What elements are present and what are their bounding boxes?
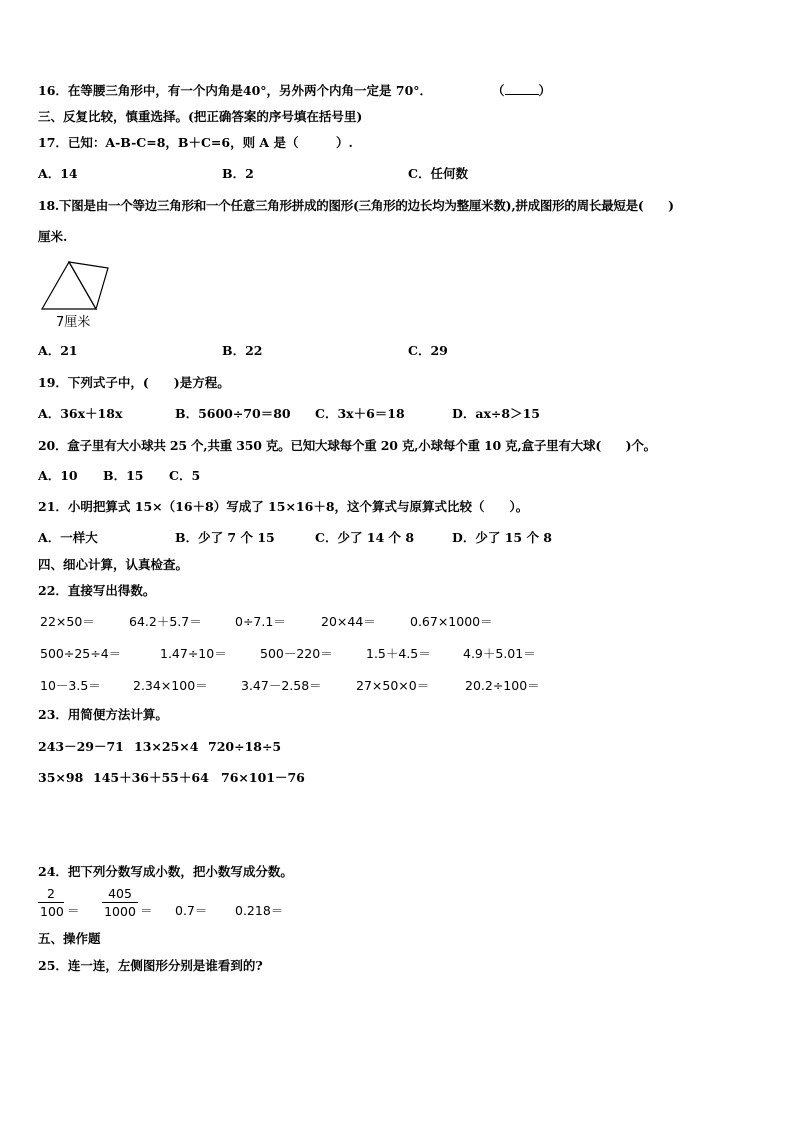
fraction-bar xyxy=(102,902,138,903)
equilateral-triangle xyxy=(42,262,96,309)
calc-item[interactable]: 20×44＝ xyxy=(321,614,376,629)
calc-item[interactable]: 64.2＋5.7＝ xyxy=(129,614,202,629)
option-b[interactable]: B．5600÷70＝80 xyxy=(175,406,291,421)
question-22: 22．直接写出得数。 xyxy=(38,583,156,598)
section-3-heading: 三、反复比较，慎重选择。(把正确答案的序号填在括号里) xyxy=(38,109,363,124)
calc-item[interactable]: 10－3.5＝ xyxy=(40,678,101,693)
option-d[interactable]: D．少了 15 个 8 xyxy=(452,530,552,545)
fraction-1[interactable] xyxy=(38,886,64,919)
question-25: 25．连一连，左侧图形分别是谁看到的? xyxy=(38,958,263,973)
calc-item[interactable]: 243－29－71 xyxy=(38,739,124,754)
fraction-denominator: 1000 xyxy=(104,904,136,919)
answer-blank[interactable] xyxy=(505,83,539,95)
option-b[interactable]: B．2 xyxy=(222,166,254,181)
decimal-item[interactable]: 0.7＝ xyxy=(175,903,208,918)
calc-item[interactable]: 22×50＝ xyxy=(40,614,95,629)
calc-item[interactable]: 4.9＋5.01＝ xyxy=(463,646,536,661)
question-23: 23．用简便方法计算。 xyxy=(38,707,168,722)
option-c[interactable]: C．少了 14 个 8 xyxy=(315,530,415,545)
equals-sign: ＝ xyxy=(67,903,80,918)
question-18: 18.下图是由一个等边三角形和一个任意三角形拼成的图形(三角形的边长均为整厘米数),拼成图形的周长最短是( ) xyxy=(38,198,674,213)
option-a[interactable]: A．10 xyxy=(38,468,78,483)
option-c[interactable]: C．任何数 xyxy=(408,166,468,181)
equals-sign: ＝ xyxy=(140,903,153,918)
question-16-text: 16．在等腰三角形中，有一个内角是40°，另外两个内角一定是 70°． xyxy=(38,83,433,98)
option-a[interactable]: A．36x＋18x xyxy=(38,406,123,421)
option-a[interactable]: A．一样大 xyxy=(38,530,98,545)
option-c[interactable]: C．5 xyxy=(169,468,201,483)
question-18-continuation: 厘米. xyxy=(38,229,68,244)
question-21: 21．小明把算式 15×（16＋8）写成了 15×16＋8，这个算式与原算式比较（ ）。 xyxy=(38,499,529,514)
triangle-figure xyxy=(40,258,112,314)
question-24: 24．把下列分数写成小数，把小数写成分数。 xyxy=(38,864,293,879)
question-16 xyxy=(38,83,552,99)
question-17: 17．已知：A-B-C=8，B＋C=6，则 A 是（ ）. xyxy=(38,135,353,150)
answer-paren: （ ） xyxy=(492,83,552,98)
fraction-numerator: 2 xyxy=(47,886,55,901)
question-20: 20．盒子里有大小球共 25 个,共重 350 克。已知大球每个重 20 克,小球每个重 10 克,盒子里有大球( )个。 xyxy=(38,438,656,453)
calc-item[interactable]: 76×101－76 xyxy=(221,770,305,785)
calc-item[interactable]: 3.47－2.58＝ xyxy=(241,678,322,693)
calc-item[interactable]: 13×25×4 xyxy=(134,739,199,754)
option-d[interactable]: D．ax÷8＞15 xyxy=(452,406,540,421)
option-a[interactable]: A．21 xyxy=(38,343,78,358)
calc-item[interactable]: 145＋36＋55＋64 xyxy=(93,770,209,785)
section-5-heading: 五、操作题 xyxy=(38,931,101,946)
option-b[interactable]: B．少了 7 个 15 xyxy=(175,530,275,545)
option-c[interactable]: C．29 xyxy=(408,343,448,358)
calc-item[interactable]: 720÷18÷5 xyxy=(208,739,282,754)
calc-item[interactable]: 0.67×1000＝ xyxy=(410,614,493,629)
calc-item[interactable]: 20.2÷100＝ xyxy=(465,678,540,693)
option-b[interactable]: B．15 xyxy=(103,468,144,483)
fraction-denominator: 100 xyxy=(40,904,64,919)
calc-item[interactable]: 1.47÷10＝ xyxy=(160,646,227,661)
fraction-numerator: 405 xyxy=(108,886,132,901)
calc-item[interactable]: 500－220＝ xyxy=(260,646,333,661)
calc-item[interactable]: 0÷7.1＝ xyxy=(235,614,286,629)
option-c[interactable]: C．3x＋6＝18 xyxy=(315,406,405,421)
calc-item[interactable]: 35×98 xyxy=(38,770,84,785)
option-b[interactable]: B．22 xyxy=(222,343,263,358)
decimal-item[interactable]: 0.218＝ xyxy=(235,903,284,918)
arbitrary-triangle xyxy=(69,262,108,309)
calc-item[interactable]: 500÷25÷4＝ xyxy=(40,646,122,661)
calc-item[interactable]: 27×50×0＝ xyxy=(356,678,430,693)
calc-item[interactable]: 2.34×100＝ xyxy=(133,678,208,693)
question-19: 19．下列式子中，( )是方程。 xyxy=(38,375,230,390)
option-a[interactable]: A．14 xyxy=(38,166,78,181)
figure-label: 7厘米 xyxy=(56,315,91,330)
fraction-bar xyxy=(38,902,64,903)
calc-item[interactable]: 1.5＋4.5＝ xyxy=(366,646,431,661)
fraction-2[interactable] xyxy=(102,886,138,919)
section-4-heading: 四、细心计算，认真检查。 xyxy=(38,557,189,572)
